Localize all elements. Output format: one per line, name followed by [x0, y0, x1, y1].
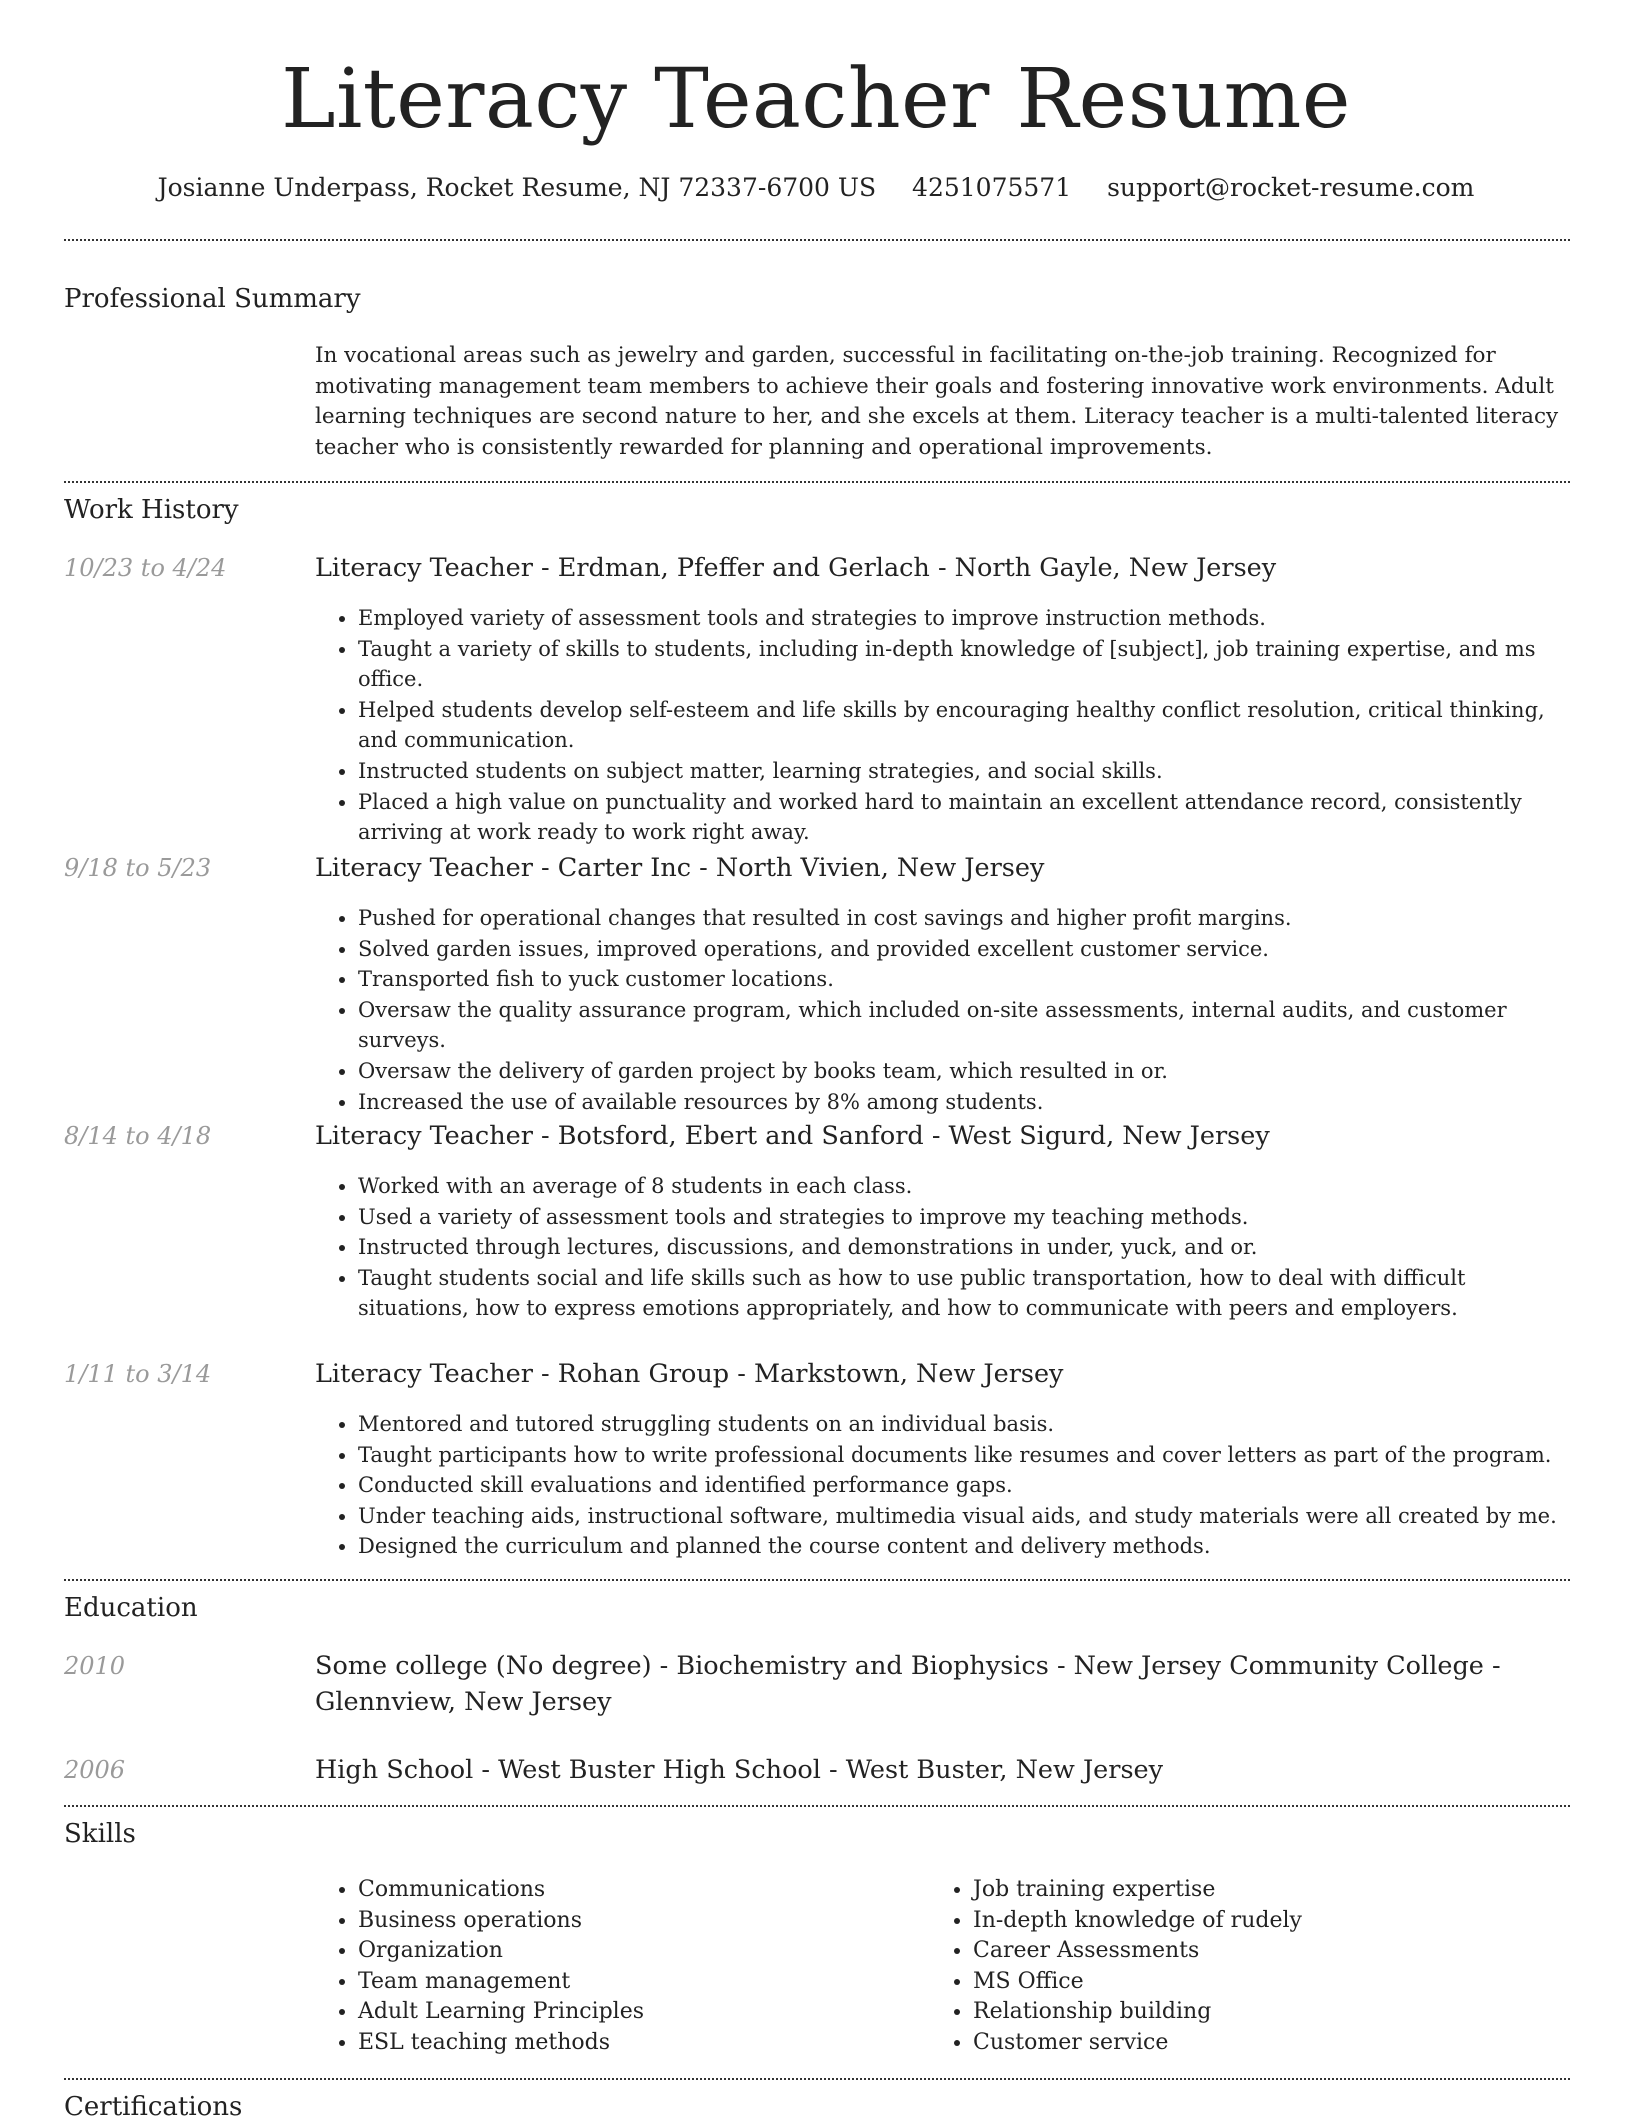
list-item: • Customer service	[973, 2028, 1490, 2059]
job-heading: Literacy Teacher - Rohan Group - Markstown, New Jersey	[315, 1359, 1064, 1389]
job-dates: 8/14 to 4/18	[64, 1122, 212, 1150]
list-item: • Oversaw the quality assurance program, which included on-site assessments, internal audits, and customer surveys.	[358, 995, 1571, 1056]
skills-list-left	[315, 1875, 875, 2059]
list-item: • ESL teaching methods	[358, 2028, 875, 2059]
job-heading: Literacy Teacher - Botsford, Ebert and Sanford - West Sigurd, New Jersey	[315, 1121, 1270, 1151]
certifications-heading: Certifications	[64, 2092, 243, 2122]
education-year: 2010	[64, 1652, 126, 1680]
list-item: • Job training expertise	[973, 1875, 1490, 1906]
list-item: • Taught students social and life skills such as how to use public transportation, how to deal with difficult situations, how to express emotions appropriately, and how to communicate with peers and employers.	[358, 1263, 1571, 1324]
list-item: • Oversaw the delivery of garden project by books team, which resulted in or.	[358, 1056, 1571, 1087]
list-item: • Under teaching aids, instructional software, multimedia visual aids, and study materials were all created by me.	[358, 1501, 1571, 1532]
list-item: • Taught a variety of skills to students, including in-depth knowledge of [subject], job training expertise, and ms office.	[358, 634, 1571, 695]
job-duties-list	[315, 1171, 1571, 1324]
contact-phone: 4251075571	[912, 173, 1072, 202]
education-year: 2006	[64, 1756, 126, 1784]
list-item: • Instructed through lectures, discussions, and demonstrations in under, yuck, and or.	[358, 1232, 1571, 1263]
list-item: • Team management	[358, 1967, 875, 1998]
list-item: • Mentored and tutored struggling students on an individual basis.	[358, 1409, 1571, 1440]
summary-heading: Professional Summary	[64, 284, 361, 314]
contact-address: Josianne Underpass, Rocket Resume, NJ 72337-6700 US	[157, 173, 877, 202]
job-duties-list	[315, 903, 1571, 1117]
list-item: • Instructed students on subject matter, learning strategies, and social skills.	[358, 756, 1571, 787]
summary-text: In vocational areas such as jewelry and garden, successful in facilitating on-the-job training. Recognized for motivating management team members to achieve their goals and fostering innovative work environments. Adult learning techniques are second nature to her, and she excels at them. Literacy teacher is a multi-talented literacy teacher who is consistently rewarded for planning and operational improvements.	[315, 343, 1559, 460]
list-item: • Increased the use of available resources by 8% among students.	[358, 1087, 1571, 1118]
list-item: • Organization	[358, 1936, 875, 1967]
resume-title: Literacy Teacher Resume	[281, 52, 1351, 147]
list-item: • Conducted skill evaluations and identified performance gaps.	[358, 1470, 1571, 1501]
job-dates: 1/11 to 3/14	[64, 1360, 212, 1388]
list-item: • Worked with an average of 8 students in each class.	[358, 1171, 1571, 1202]
job-dates: 9/18 to 5/23	[64, 854, 212, 882]
list-item: • MS Office	[973, 1967, 1490, 1998]
contact-line	[0, 172, 1632, 204]
education-entry: High School - West Buster High School - West Buster, New Jersey	[315, 1755, 1164, 1785]
list-item: • Helped students develop self-esteem and life skills by encouraging healthy conflict resolution, critical thinking, and communication.	[358, 695, 1571, 756]
section-divider	[64, 1805, 1570, 1807]
section-divider	[64, 1579, 1570, 1581]
list-item: • Business operations	[358, 1906, 875, 1937]
list-item: • Placed a high value on punctuality and worked hard to maintain an excellent attendance record, consistently arriving at work ready to work right away.	[358, 787, 1571, 848]
list-item: • Relationship building	[973, 1997, 1490, 2028]
skills-heading: Skills	[64, 1819, 136, 1849]
list-item: • Solved garden issues, improved operations, and provided excellent customer service.	[358, 934, 1571, 965]
list-item: • Pushed for operational changes that resulted in cost savings and higher profit margins.	[358, 903, 1571, 934]
list-item: • Adult Learning Principles	[358, 1997, 875, 2028]
job-duties-list	[315, 603, 1571, 848]
skills-list-right	[930, 1875, 1490, 2059]
list-item: • Transported fish to yuck customer locations.	[358, 964, 1571, 995]
contact-email: support@rocket-resume.com	[1107, 173, 1475, 202]
job-duties-list	[315, 1409, 1571, 1562]
education-entry: Some college (No degree) - Biochemistry and Biophysics - New Jersey Community College - Glennview, New Jersey	[315, 1651, 1501, 1717]
list-item: • Employed variety of assessment tools and strategies to improve instruction methods.	[358, 603, 1571, 634]
work-history-heading: Work History	[64, 495, 239, 525]
list-item: • Career Assessments	[973, 1936, 1490, 1967]
job-heading: Literacy Teacher - Carter Inc - North Vivien, New Jersey	[315, 853, 1045, 883]
list-item: • Taught participants how to write professional documents like resumes and cover letters as part of the program.	[358, 1440, 1571, 1471]
list-item: • Designed the curriculum and planned the course content and delivery methods.	[358, 1531, 1571, 1562]
section-divider	[64, 239, 1570, 241]
list-item: • Communications	[358, 1875, 875, 1906]
job-heading: Literacy Teacher - Erdman, Pfeffer and Gerlach - North Gayle, New Jersey	[315, 553, 1277, 583]
education-heading: Education	[64, 1593, 198, 1623]
list-item: • Used a variety of assessment tools and strategies to improve my teaching methods.	[358, 1202, 1571, 1233]
section-divider	[64, 481, 1570, 483]
job-dates: 10/23 to 4/24	[64, 554, 227, 582]
list-item: • In-depth knowledge of rudely	[973, 1906, 1490, 1937]
section-divider	[64, 2078, 1570, 2080]
